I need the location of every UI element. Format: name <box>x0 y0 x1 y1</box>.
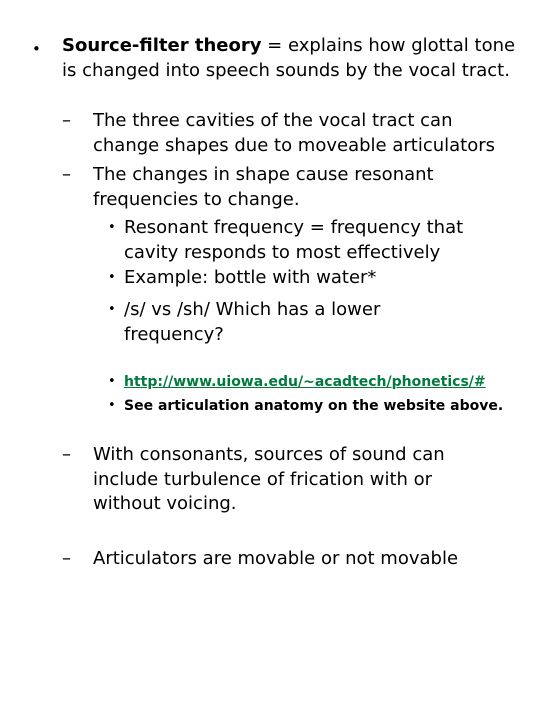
level1-bullet: • <box>32 40 41 58</box>
s-vs-sh-item: /s/ vs /sh/ Which has a lower frequency? <box>124 299 381 345</box>
level2-d-dash: – <box>62 548 71 569</box>
shape-change-paragraph: The changes in shape cause resonant frequencies to change. <box>93 164 434 210</box>
phonetics-link[interactable]: http://www.uiowa.edu/~acadtech/phonetics/# <box>124 374 486 390</box>
source-filter-term: Source-filter theory <box>62 35 262 56</box>
anatomy-note: See articulation anatomy on the website above. <box>124 398 504 414</box>
bottle-example-item: Example: bottle with water* <box>124 267 377 288</box>
level2-a-dash: – <box>62 110 71 131</box>
level3-bullet: • <box>108 302 116 317</box>
source-filter-definition: = explains how glottal tone is changed into speech sounds by the vocal tract. <box>62 35 516 81</box>
level3-bullet: • <box>108 270 116 285</box>
link-bullet: • <box>108 398 116 413</box>
level2-b-dash: – <box>62 164 71 185</box>
resonant-frequency-item: Resonant frequency = frequency that cavity responds to most effectively <box>124 217 464 263</box>
level1-paragraph <box>62 34 532 83</box>
level2-c-dash: – <box>62 444 71 465</box>
consonants-paragraph: With consonants, sources of sound can include turbulence of frication with or without voicing. <box>93 444 445 514</box>
cavities-paragraph: The three cavities of the vocal tract can change shapes due to moveable articulators <box>93 110 496 156</box>
level3-bullet: • <box>108 220 116 235</box>
articulators-paragraph: Articulators are movable or not movable <box>93 548 459 569</box>
link-bullet: • <box>108 374 116 389</box>
